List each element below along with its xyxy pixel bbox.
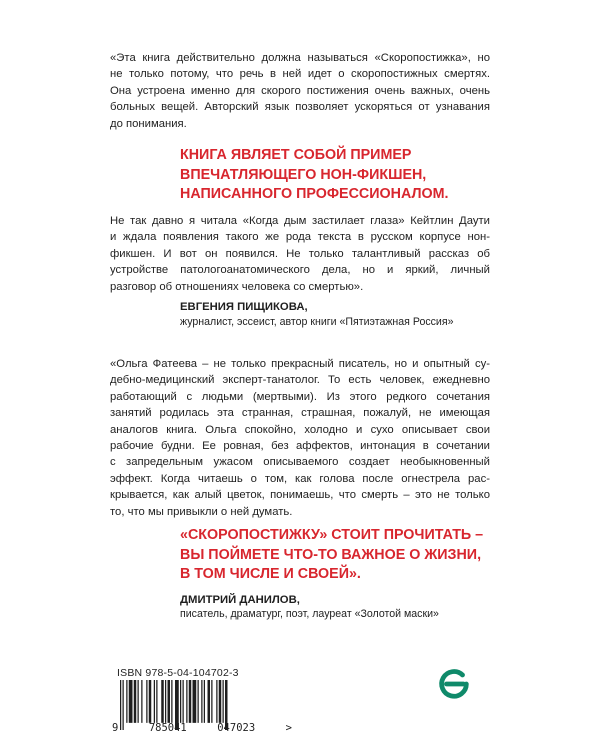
highlight-quote-1 [180, 146, 500, 205]
text-line: до понимания. [110, 117, 187, 130]
text-line: Она устроена именно для скорого постижения очень важных, очень [110, 84, 490, 97]
text-line: занятий родилась эта странная, страшная, пожалуй, не имеющая [110, 407, 490, 420]
barcode-bar [138, 680, 139, 723]
review-paragraph-2 [110, 213, 490, 295]
barcode-bar [156, 680, 157, 723]
barcode-bar [141, 680, 142, 723]
text-line: эффект. Когда читаешь о том, как голова после огнестрела рас- [110, 472, 490, 485]
text-line: устройстве патологоанатомического дела, но и яркий, личный [110, 264, 490, 277]
attribution-name-2: ДМИТРИЙ ДАНИЛОВ, [180, 594, 300, 606]
text-line: и ждала появления такого же рода текста в русском корпусе нон- [110, 231, 490, 244]
barcode-bar [208, 680, 211, 723]
attribution-name-1: ЕВГЕНИЯ ПИЩИКОВА, [180, 301, 308, 313]
text-line: аналогов книга. Ольга спокойно, холодно и сухо описывает свои [110, 423, 490, 436]
text-line: Не так давно я читала «Когда дым застилает глаза» Кейтлин Даути [110, 215, 490, 227]
barcode-digit-group: 785041 [148, 722, 187, 734]
attribution-role-2: писатель, драматург, поэт, лауреат «Золотой маски» [180, 608, 439, 620]
barcode-bar [180, 680, 181, 723]
barcode-bar [129, 680, 133, 723]
barcode-digit-group: 9 [112, 722, 119, 734]
text-line: с запредельным ужасом описываемого создает необыкновенный [110, 456, 490, 469]
attribution-role-1: журналист, эссеист, автор книги «Пятиэтажная Россия» [180, 316, 454, 328]
barcode-bar [154, 680, 155, 723]
text-line: не только потому, что речь в ней идет о скоропостижных смертях. [110, 68, 490, 81]
quote-line: «СКОРОПОСТИЖКУ» СТОИТ ПРОЧИТАТЬ – [180, 527, 484, 543]
barcode-bar [198, 680, 199, 723]
review-paragraph-3 [110, 356, 490, 520]
barcode-bar [189, 680, 192, 723]
quote-line: ВПЕЧАТЛЯЮЩЕГО НОН-ФИКШЕН, [180, 166, 427, 183]
barcode-digit-group: 047023 [217, 722, 256, 734]
barcode-bar [149, 680, 152, 723]
text-line: то, что мы привыкли о ней думать. [110, 505, 293, 518]
text-line: разговор об отношениях человека со смертью». [110, 280, 364, 293]
barcode-digits [112, 722, 292, 734]
barcode-bar [201, 680, 202, 723]
barcode-bar [219, 680, 222, 723]
quote-line: В ТОМ ЧИСЛЕ И СВОЕЙ». [180, 566, 361, 582]
barcode-bar [171, 680, 172, 723]
barcode-bar [165, 680, 166, 723]
barcode-bar [216, 680, 217, 723]
text-line: дебно-медицинский эксперт-танатолог. То есть человек, ежедневно [110, 374, 490, 387]
barcode-bar [126, 680, 127, 723]
eksmo-publisher-logo-icon [435, 665, 473, 703]
barcode-bar [168, 680, 171, 723]
text-line: рабочие будни. Ее ровная, без аффектов, интонация в сочетании [110, 440, 490, 453]
barcode-bar [211, 680, 212, 723]
quote-line: ВЫ ПОЙМЕТЕ ЧТО-ТО ВАЖНОЕ О ЖИЗНИ, [180, 546, 482, 563]
barcode-bar [146, 680, 147, 723]
text-line: «Эта книга действительно должна называться «Скоропостижка», но [110, 52, 490, 64]
barcode-bar [186, 680, 187, 723]
barcode-bar [193, 680, 197, 723]
barcode-bar [204, 680, 205, 723]
text-line: больных вещей. Авторский язык позволяет ускоряться от узнавания [110, 101, 490, 114]
barcode-bar [161, 680, 164, 723]
text-line: фикшен. И вот он появился. Не только талантливый рассказ об [110, 247, 490, 260]
barcode-digit-group: > [285, 722, 292, 734]
review-paragraph-1 [110, 50, 490, 132]
barcode-bar [134, 680, 137, 723]
quote-line: КНИГА ЯВЛЯЕТ СОБОЙ ПРИМЕР [180, 147, 412, 163]
text-line: работающий с людьми (мертвыми). Из этого редкого сочетания [110, 390, 490, 403]
barcode-bar [223, 680, 224, 723]
barcode-bar [183, 680, 184, 723]
text-line: «Ольга Фатеева – не только прекрасный писатель, но и опытный су- [110, 358, 490, 370]
highlight-quote-2 [180, 526, 500, 585]
quote-line: НАПИСАННОГО ПРОФЕССИОНАЛОМ. [180, 186, 449, 202]
isbn-label: ISBN 978-5-04-104702-3 [117, 667, 239, 679]
text-line: крывается, как алый цветок, понимаешь, что смерть – это не только [110, 489, 490, 502]
